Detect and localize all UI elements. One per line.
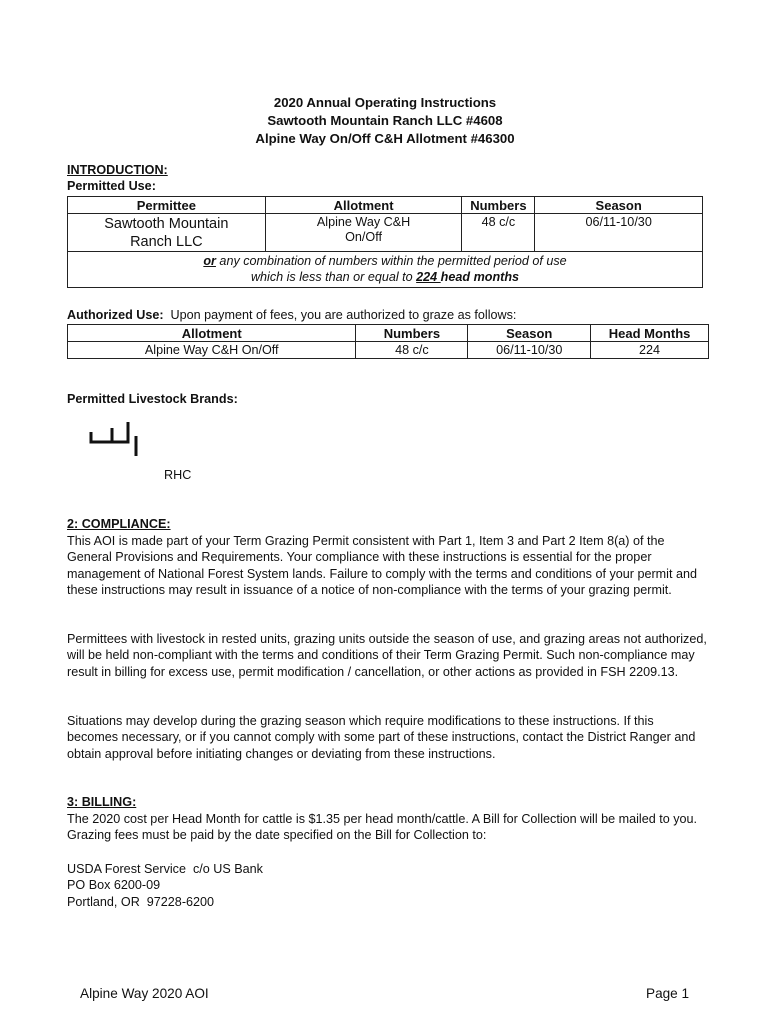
footer-document-name: Alpine Way 2020 AOI [80, 986, 209, 1001]
cell-numbers: 48 c/c [356, 342, 468, 359]
introduction-heading: INTRODUCTION: [67, 163, 168, 177]
col-header-season: Season [468, 325, 591, 342]
table-header-row [68, 197, 703, 214]
cell-head-months: 224 [591, 342, 709, 359]
document-title [0, 94, 770, 148]
compliance-paragraph-3: Situations may develop during the grazing season which require modifications to these instructions. If this becomes necessary, or if you cannot comply with some part of these instructions, contact the District Ranger and obtain approval before initiating changes or deviating from these instructions. [67, 714, 696, 761]
col-header-permittee: Permittee [68, 197, 266, 214]
col-header-numbers: Numbers [356, 325, 468, 342]
cell-allotment: Alpine Way C&H On/Off [68, 342, 356, 359]
billing-heading: 3: BILLING: [67, 795, 137, 809]
permitted-use-table [67, 196, 703, 288]
table-row [68, 342, 709, 359]
livestock-brand-icon [88, 418, 142, 458]
billing-address [67, 861, 707, 910]
compliance-paragraph-2: Permittees with livestock in rested units, grazing units outside the season of use, and grazing areas not authorized, will be held non-compliant with the terms and conditions of their Term Grazing Permit. Such non-compliance may result in billing for excess use, permit modification / cancellation, or other actions as provided in FSH 2209.13. [67, 632, 707, 679]
authorized-use-text: Upon payment of fees, you are authorized to graze as follows: [163, 308, 517, 322]
brand-caption: RHC [164, 468, 192, 482]
authorized-use-line [67, 308, 516, 322]
col-header-head-months: Head Months [591, 325, 709, 342]
table-row [68, 214, 703, 252]
col-header-allotment: Allotment [68, 325, 356, 342]
cell-season: 06/11-10/30 [468, 342, 591, 359]
cell-season: 06/11-10/30 [535, 214, 703, 252]
title-line-1: 2020 Annual Operating Instructions [273, 95, 497, 110]
footer-page-number: Page 1 [646, 986, 690, 1001]
permitted-use-note [68, 252, 703, 288]
authorized-use-label: Authorized Use: [67, 308, 164, 322]
compliance-paragraph-1: This AOI is made part of your Term Grazing Permit consistent with Part 1, Item 3 and Part 2 Item 8(a) of the General Provisions and Requirements. Your compliance with these instructions is essential for the proper management of National Forest System lands. Failure to comply with the terms and conditions of your permit and these instructions may result in issuance of a notice of non-compliance with the terms of your grazing permit. [67, 534, 697, 598]
note-head-months-value: 224 [416, 270, 441, 284]
livestock-brands-label: Permitted Livestock Brands: [67, 392, 238, 406]
note-head-months-label: head months [440, 270, 520, 284]
table-header-row [68, 325, 709, 342]
billing-paragraph: The 2020 cost per Head Month for cattle is $1.35 per head month/cattle. A Bill for Collection will be mailed to you. Grazing fees must be paid by the date specified on the Bill for Collection to: [67, 812, 698, 843]
cell-numbers: 48 c/c [462, 214, 535, 252]
title-line-3: Alpine Way On/Off C&H Allotment #46300 [255, 131, 515, 146]
cell-allotment: Alpine Way C&H On/Off [265, 214, 462, 252]
address-line-1: USDA Forest Service c/o US Bank [67, 862, 263, 876]
title-line-2: Sawtooth Mountain Ranch LLC #4608 [267, 113, 503, 128]
col-header-season: Season [535, 197, 703, 214]
note-line2: which is less than or equal to [250, 270, 417, 284]
permitted-use-label: Permitted Use: [67, 179, 156, 193]
note-text: any combination of numbers within the permitted period of use [215, 254, 567, 268]
col-header-allotment: Allotment [265, 197, 462, 214]
authorized-use-table [67, 324, 709, 359]
cell-permittee: Sawtooth Mountain Ranch LLC [68, 214, 266, 252]
table-note-row [68, 252, 703, 288]
note-or: or [203, 254, 216, 268]
col-header-numbers: Numbers [462, 197, 535, 214]
address-line-3: Portland, OR 97228-6200 [67, 894, 215, 909]
address-line-2: PO Box 6200-09 [67, 878, 161, 893]
compliance-heading: 2: COMPLIANCE: [67, 517, 171, 531]
